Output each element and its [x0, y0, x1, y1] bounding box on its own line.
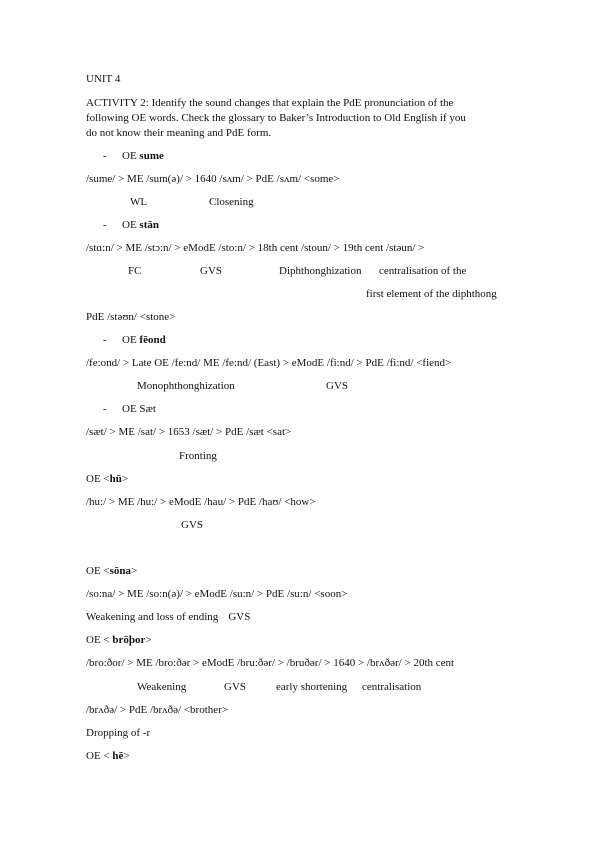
activity-line-3: do not know their meaning and PdE form.	[86, 127, 272, 139]
activity-line-1: ACTIVITY 2: Identify the sound changes that explain the PdE pronunciation of the	[86, 97, 454, 109]
oe-word: brōþor	[112, 634, 146, 646]
entry-saet-derivation: /sæt/ > ME /sat/ > 1653 /sæt/ > PdE /sæt <sat>	[86, 426, 292, 438]
oe-word: hē	[112, 750, 124, 762]
oe-word: hū	[109, 473, 122, 485]
oe-word: sōna	[109, 565, 132, 577]
oe-prefix: OE	[122, 219, 140, 231]
entry-sume-heading	[103, 149, 164, 163]
entry-feond-derivation: /fe:ond/ > Late OE /fe:nd/ ME /fe:nd/ (East) > eModE /fi:nd/ > PdE /fi:nd/ <fiend>	[86, 357, 452, 369]
entry-sume-derivation: /sume/ > ME /sum(ə)/ > 1640 /sʌm/ > PdE /sʌm/ <some>	[86, 173, 340, 185]
oe-label-post: >	[121, 473, 129, 485]
entry-stan-derivation: /stɑ:n/ > ME /stɔ:n/ > eModE /sto:n/ > 18th cent /stoun/ > 19th cent /stəun/ >	[86, 242, 425, 254]
oe-label-pre: OE <	[86, 750, 113, 762]
oe-word: fēond	[139, 334, 166, 346]
entry-sona-change: GVS	[228, 611, 251, 623]
oe-label-post: >	[131, 565, 138, 577]
oe-prefix: OE	[122, 150, 140, 162]
entry-saet-change: Fronting	[179, 450, 217, 462]
oe-label-post: >	[145, 634, 152, 646]
entry-stan-change: centralisation of the	[379, 265, 467, 277]
unit-title: UNIT 4	[86, 73, 121, 85]
entry-brothor-change: Weakening	[137, 681, 187, 693]
list-bullet: -	[103, 403, 107, 415]
oe-label-pre: OE <	[86, 473, 110, 485]
entry-brothor-result: /brʌðə/ > PdE /brʌðə/ <brother>	[86, 704, 229, 716]
entry-stan-change: FC	[128, 265, 142, 277]
entry-hu-change: GVS	[181, 519, 204, 531]
entry-brothor-derivation: /bro:ðor/ > ME /bro:ðər > eModE /bru:ðər/ > /bruðər/ > 1640 > /brʌðər/ > 20th cent	[86, 657, 455, 669]
oe-word: stān	[139, 219, 159, 231]
entry-stan-heading	[103, 218, 159, 232]
entry-sona-heading	[86, 564, 137, 578]
entry-stan-result: PdE /stəʊn/ <stone>	[86, 311, 176, 323]
entry-hu-heading	[86, 472, 128, 486]
oe-prefix: OE	[122, 403, 140, 415]
list-bullet: -	[103, 334, 107, 346]
entry-stan-change-cont: first element of the diphthong	[366, 288, 497, 300]
entry-brothor-heading	[86, 633, 152, 647]
entry-hu-derivation: /hu:/ > ME /hu:/ > eModE /hau/ > PdE /haʊ/ <how>	[86, 496, 316, 508]
oe-label-pre: OE <	[86, 634, 113, 646]
entry-stan-change: Diphthonghization	[279, 265, 362, 277]
entry-sume-change: Closening	[209, 196, 254, 208]
oe-label-pre: OE <	[86, 565, 110, 577]
entry-sona-change: Weakening and loss of ending	[86, 611, 219, 623]
entry-feond-change: GVS	[326, 380, 349, 392]
entry-feond-change: Monophthonghization	[137, 380, 235, 392]
oe-word: Sæt	[139, 403, 156, 415]
entry-saet-heading	[103, 402, 156, 416]
oe-word: sume	[139, 150, 164, 162]
list-bullet: -	[103, 219, 107, 231]
entry-sona-derivation: /so:na/ > ME /so:n(ə)/ > eModE /su:n/ > PdE /su:n/ <soon>	[86, 588, 348, 600]
entry-sume-change: WL	[130, 196, 148, 208]
list-bullet: -	[103, 150, 107, 162]
entry-brothor-note: Dropping of -r	[86, 727, 151, 739]
oe-prefix: OE	[122, 334, 140, 346]
activity-line-2: following OE words. Check the glossary to Baker’s Introduction to Old English if you	[86, 112, 466, 124]
entry-he-heading	[86, 749, 130, 763]
entry-stan-change: GVS	[200, 265, 223, 277]
entry-feond-heading	[103, 333, 166, 347]
oe-label-post: >	[123, 750, 130, 762]
entry-brothor-change: GVS	[224, 681, 247, 693]
entry-brothor-change: centralisation	[362, 681, 422, 693]
entry-brothor-change: early shortening	[276, 681, 348, 693]
entry-sona-changes	[86, 610, 250, 624]
